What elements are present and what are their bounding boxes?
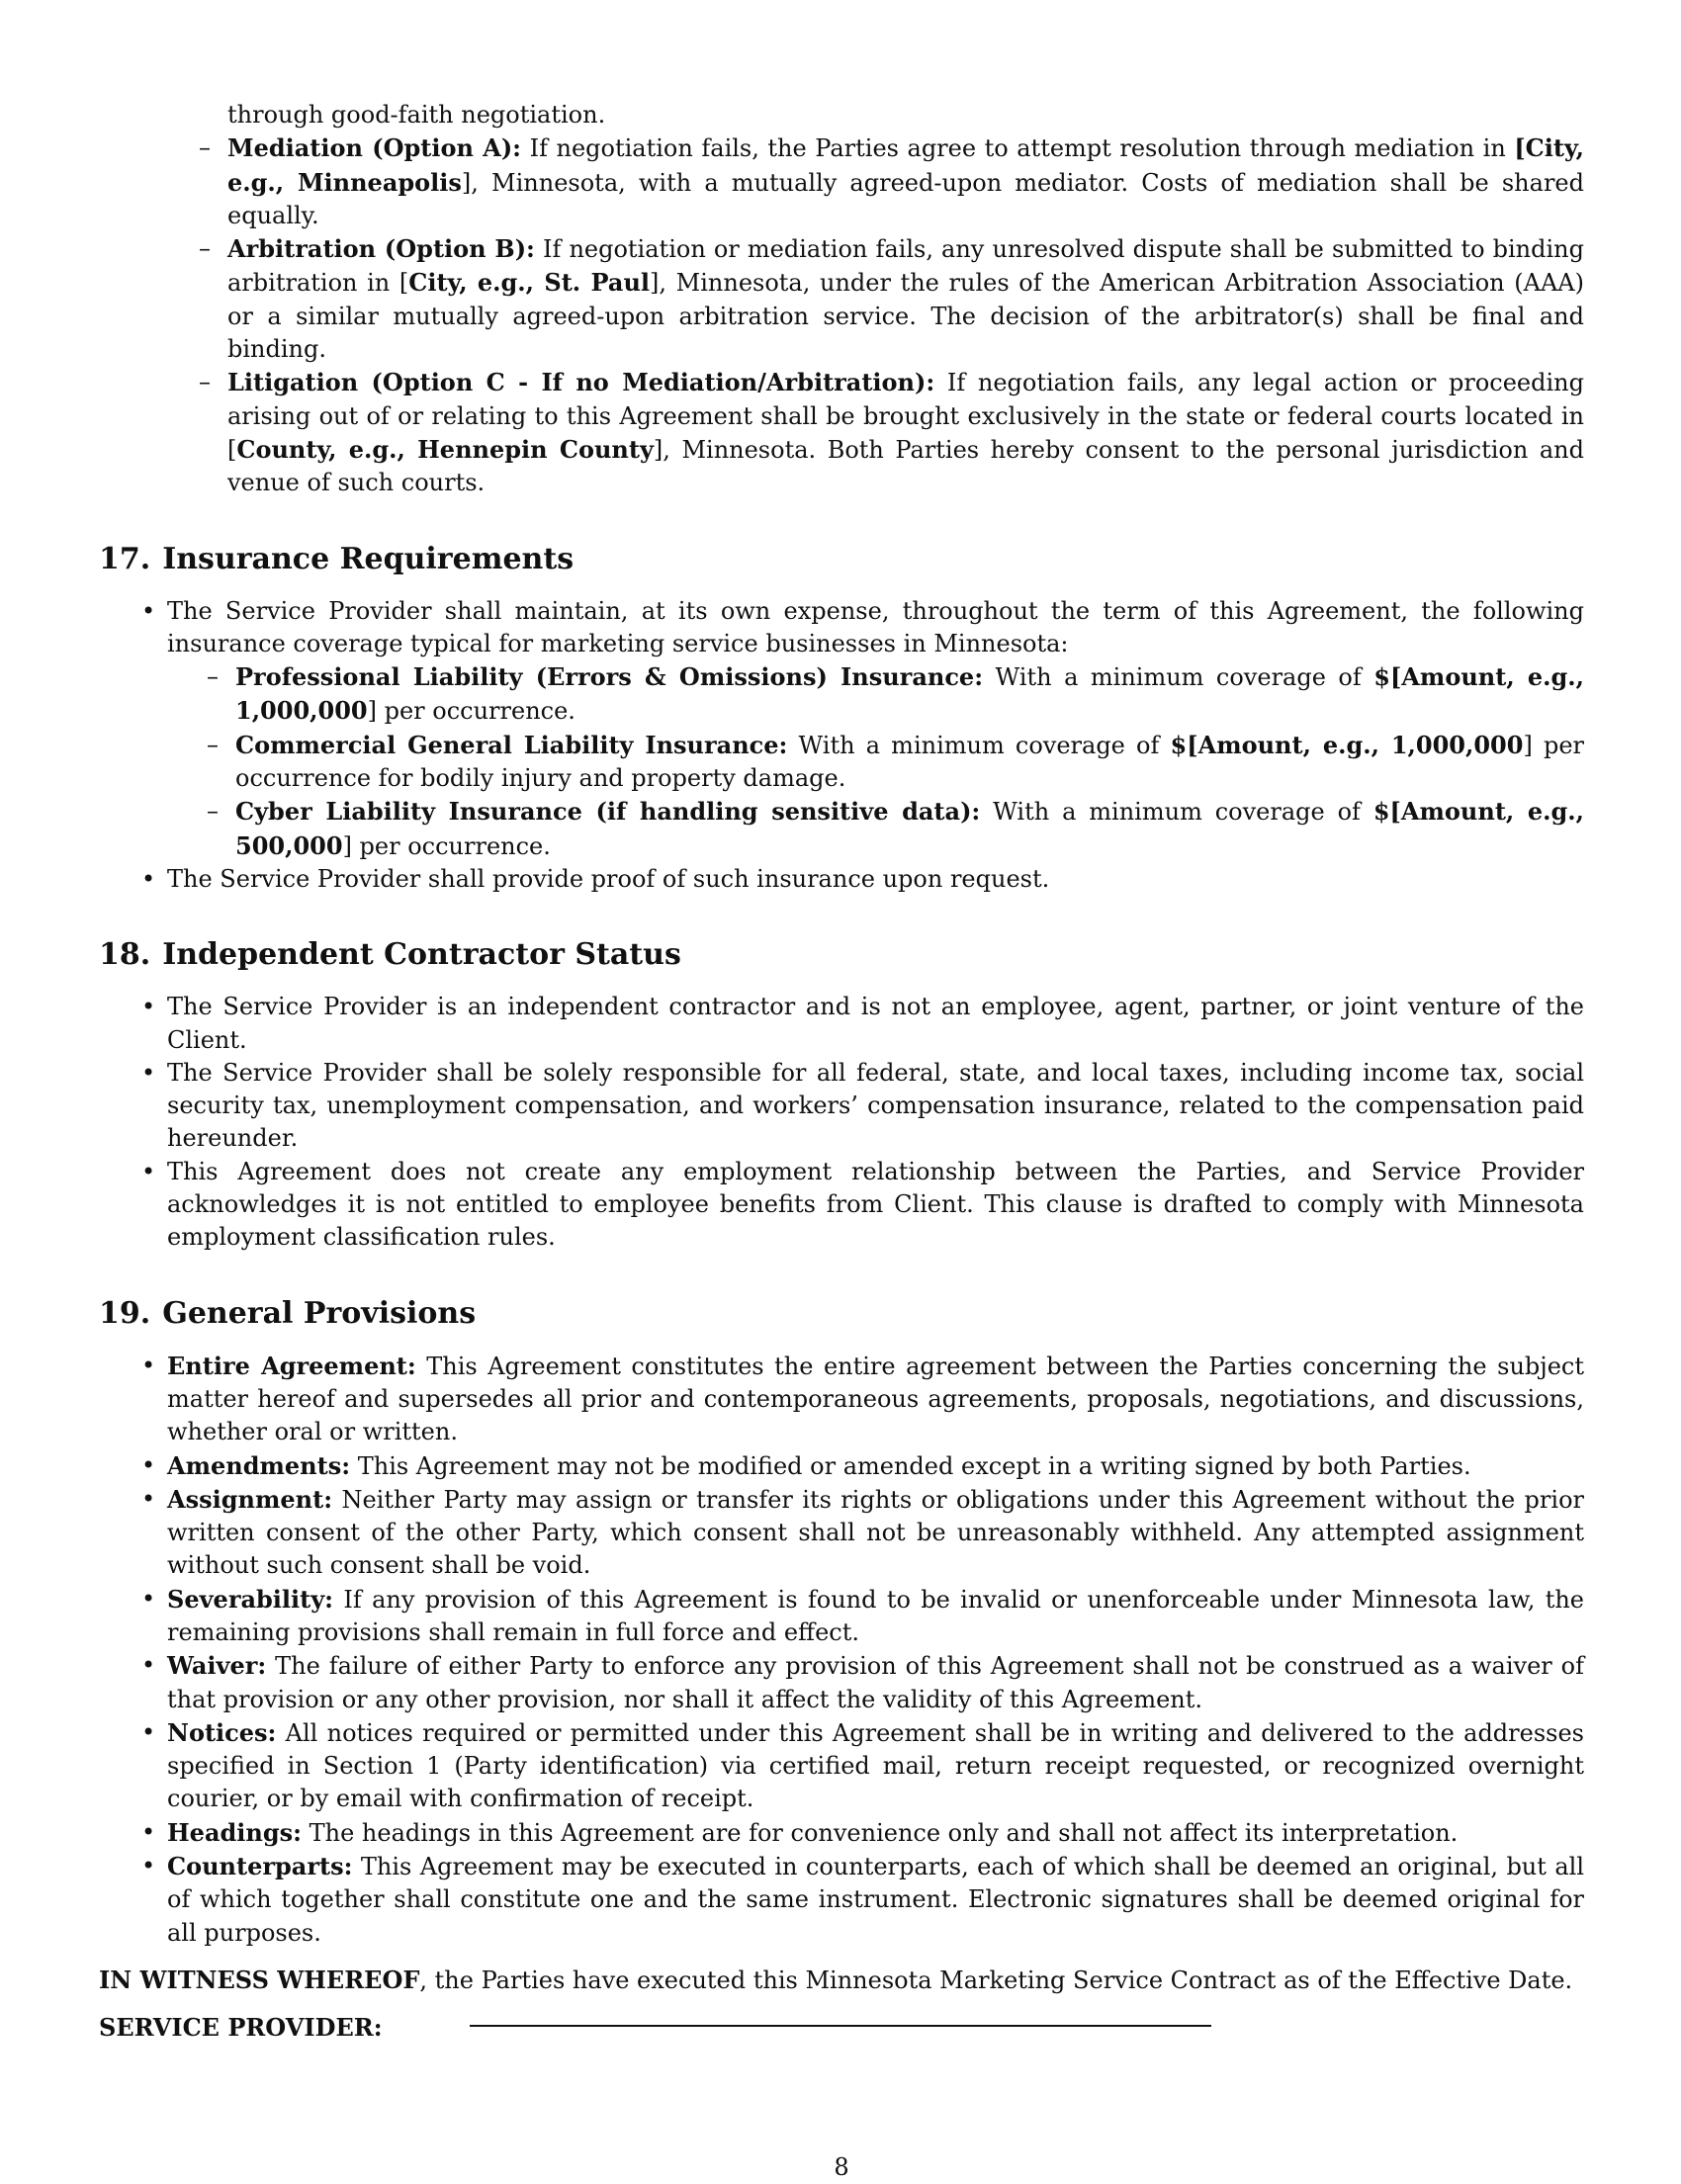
witness-lead: IN WITNESS WHEREOF <box>99 1965 420 1994</box>
signature-line <box>470 2025 1211 2027</box>
dash-marker: – <box>199 234 211 263</box>
sub-item-text: $[Amount, e.g., 1,000,000 <box>235 662 1585 726</box>
bullet-item-text: The Service Provider shall be solely responsible for all federal, state, and local taxes, including income tax, social security tax, unemployment compensation, and workers’ compensation insurance, related to the compensation paid hereunder. <box>167 1058 1584 1153</box>
bullet-marker: • <box>141 864 156 893</box>
section-number: 17. <box>99 541 151 576</box>
dash-marker: – <box>199 133 211 162</box>
sections-container <box>99 540 1584 1950</box>
page-number: 8 <box>834 2153 849 2181</box>
bullet-marker: • <box>141 1584 156 1613</box>
bullet-marker: • <box>141 1651 156 1680</box>
section-title: Independent Contractor Status <box>162 937 681 973</box>
sub-item-text: With a minimum coverage of <box>983 663 1374 692</box>
bullet-item <box>99 1583 1584 1650</box>
bullet-marker: • <box>141 1351 156 1379</box>
bullet-marker: • <box>141 1852 156 1880</box>
bullet-item <box>99 1649 1584 1716</box>
bullet-item <box>99 863 1584 896</box>
continuation-text: through good-faith negotiation. <box>227 101 606 129</box>
bullet-item-text: Entire Agreement: <box>167 1351 416 1380</box>
sub-item-text: County, e.g., Hennepin County <box>236 434 654 464</box>
bullet-item <box>99 1057 1584 1156</box>
sub-item-label: Professional Liability (Errors & Omissions) Insurance: <box>235 662 984 692</box>
sub-list-item <box>99 131 1584 232</box>
bullet-item <box>99 1350 1584 1449</box>
bullet-item-text: The headings in this Agreement are for convenience only and shall not affect its interpretation. <box>302 1818 1459 1847</box>
bullet-item-text: Counterparts: <box>167 1852 353 1881</box>
sub-list-item <box>167 729 1584 796</box>
bullet-marker: • <box>141 993 156 1021</box>
section-heading <box>99 935 1584 975</box>
document-page <box>99 99 1585 2181</box>
bullet-item <box>99 1449 1584 1483</box>
bullet-item-text: Headings: <box>167 1817 302 1847</box>
bullet-item <box>99 1716 1584 1816</box>
bullet-item-text: The Service Provider shall maintain, at its own expense, throughout the term of this Agreement, the following insurance coverage typical for marketing service businesses in Minnesota: <box>167 596 1584 657</box>
bullet-item-text: All notices required or permitted under this Agreement shall be in writing and delivered to the addresses specified in Section 1 (Party identification) via certified mail, return receipt requested, or recognized overnight courier, or by email with confirmation of receipt. <box>167 1718 1584 1813</box>
bullet-marker: • <box>141 1450 156 1479</box>
sub-item-text: ] per occurrence. <box>342 831 551 860</box>
dash-marker: – <box>207 730 219 758</box>
witness-text: , the Parties have executed this Minnesota Marketing Service Contract as of the Effective Date. <box>419 1966 1573 1994</box>
bullet-marker: • <box>141 1817 156 1846</box>
sub-item-text: ], Minnesota, with a mutually agreed-upon mediator. Costs of mediation shall be shared equally. <box>227 168 1584 229</box>
sub-item-label: Litigation (Option C - If no Mediation/Arbitration): <box>227 368 935 397</box>
bullet-list <box>99 1350 1584 1950</box>
sub-item-text: If negotiation or mediation fails, any unresolved dispute shall be submitted to binding arbitration in [ <box>227 235 1584 298</box>
bullet-item-text: Waiver: <box>167 1651 267 1681</box>
sub-item-text: $[Amount, e.g., 500,000 <box>235 797 1584 860</box>
section-number: 18. <box>99 937 151 973</box>
bullet-item <box>99 595 1584 863</box>
sub-item-label: Arbitration (Option B): <box>227 234 535 264</box>
dash-marker: – <box>199 368 211 396</box>
bullet-item-text: Neither Party may assign or transfer its rights or obligations under this Agreement without the prior written consent of the other Party, which consent shall not be unreasonably withheld. Any attempted assignment without such consent shall be void. <box>167 1485 1584 1580</box>
sub-item-text: ], Minnesota. Both Parties hereby consent to the personal jurisdiction and venue of such courts. <box>227 435 1584 497</box>
sub-item-text: ] per occurrence for bodily injury and property damage. <box>235 731 1584 793</box>
sub-list-item <box>167 660 1584 729</box>
bullet-item <box>99 1816 1584 1850</box>
bullet-item-text: The failure of either Party to enforce any provision of this Agreement shall not be construed as a waiver of that provision or any other provision, nor shall it affect the validity of this Agreement. <box>167 1652 1584 1713</box>
bullet-item-text: The Service Provider shall provide proof of such insurance upon request. <box>167 864 1050 893</box>
section-heading <box>99 540 1584 579</box>
section-number: 19. <box>99 1295 151 1331</box>
bullet-item-text: This Agreement may be executed in counterparts, each of which shall be deemed an original, but all of which together shall constitute one and the same instrument. Electronic signatures shall be deemed original for all purposes. <box>167 1853 1584 1947</box>
bullet-item-text: This Agreement constitutes the entire agreement between the Parties concerning the subject matter hereof and supersedes all prior and contemporaneous agreements, proposals, negotiations, and discussions, whether oral or written. <box>167 1352 1585 1446</box>
dash-marker: – <box>207 797 219 826</box>
sub-item-text: ] per occurrence. <box>367 697 575 726</box>
sub-item-text: $[Amount, e.g., 1,000,000 <box>1170 730 1524 759</box>
bullet-item <box>99 1483 1584 1583</box>
bullet-item <box>99 1850 1584 1950</box>
service-provider-label: SERVICE PROVIDER: <box>99 2013 383 2043</box>
bullet-marker: • <box>141 1157 156 1185</box>
bullet-item <box>99 991 1584 1057</box>
section-heading <box>99 1294 1584 1334</box>
sub-item-label: Commercial General Liability Insurance: <box>235 730 788 759</box>
dispute-options-list <box>99 131 1584 499</box>
bullet-marker: • <box>141 1717 156 1746</box>
bullet-marker: • <box>141 596 156 625</box>
section-title: General Provisions <box>162 1295 477 1331</box>
sub-item-label: Cyber Liability Insurance (if handling sensitive data): <box>235 797 981 827</box>
bullet-item-text: Amendments: <box>167 1450 351 1480</box>
bullet-item-text: This Agreement may not be modified or amended except in a writing signed by both Parties. <box>350 1451 1471 1480</box>
sub-list-item <box>167 795 1584 863</box>
sub-item-text: With a minimum coverage of <box>980 798 1373 827</box>
bullet-item <box>99 1156 1584 1255</box>
sub-list <box>167 660 1584 863</box>
bullet-item-text: Assignment: <box>167 1484 333 1514</box>
sub-item-text: City, e.g., St. Paul <box>408 268 651 298</box>
sub-item-text: [City, e.g., Minneapolis <box>227 133 1584 197</box>
bullet-item-text: Notices: <box>167 1717 277 1747</box>
bullet-item-text: Severability: <box>167 1584 334 1614</box>
section-title: Insurance Requirements <box>162 541 575 576</box>
sub-item-text: With a minimum coverage of <box>787 731 1171 759</box>
sub-item-text: ], Minnesota, under the rules of the American Arbitration Association (AAA) or a similar mutually agreed-upon arbitration service. The decision of the arbitrator(s) shall be final and binding. <box>227 269 1584 364</box>
bullet-marker: • <box>141 1484 156 1513</box>
sub-item-label: Mediation (Option A): <box>227 133 522 163</box>
bullet-list <box>99 595 1584 897</box>
sub-list-item <box>99 232 1584 366</box>
bullet-item-text: If any provision of this Agreement is found to be invalid or unenforceable under Minnesota law, the remaining provisions shall remain in full force and effect. <box>167 1585 1584 1646</box>
bullet-marker: • <box>141 1058 156 1087</box>
bullet-item-text: The Service Provider is an independent contractor and is not an employee, agent, partner, or joint venture of the Client. <box>167 993 1584 1054</box>
sub-item-text: If negotiation fails, any legal action or proceeding arising out of or relating to this Agreement shall be brought exclusively in the state or federal courts located in [ <box>227 369 1584 464</box>
witness-paragraph <box>99 1964 1584 1997</box>
bullet-list <box>99 991 1584 1254</box>
sub-list-item <box>99 366 1584 499</box>
dash-marker: – <box>207 662 219 691</box>
bullet-item-text: This Agreement does not create any employment relationship between the Parties, and Service Provider acknowledges it is not entitled to employee benefits from Client. This clause is drafted to comply with Minnesota employment classification rules. <box>167 1157 1584 1252</box>
sub-item-text: If negotiation fails, the Parties agree to attempt resolution through mediation in <box>521 134 1515 163</box>
